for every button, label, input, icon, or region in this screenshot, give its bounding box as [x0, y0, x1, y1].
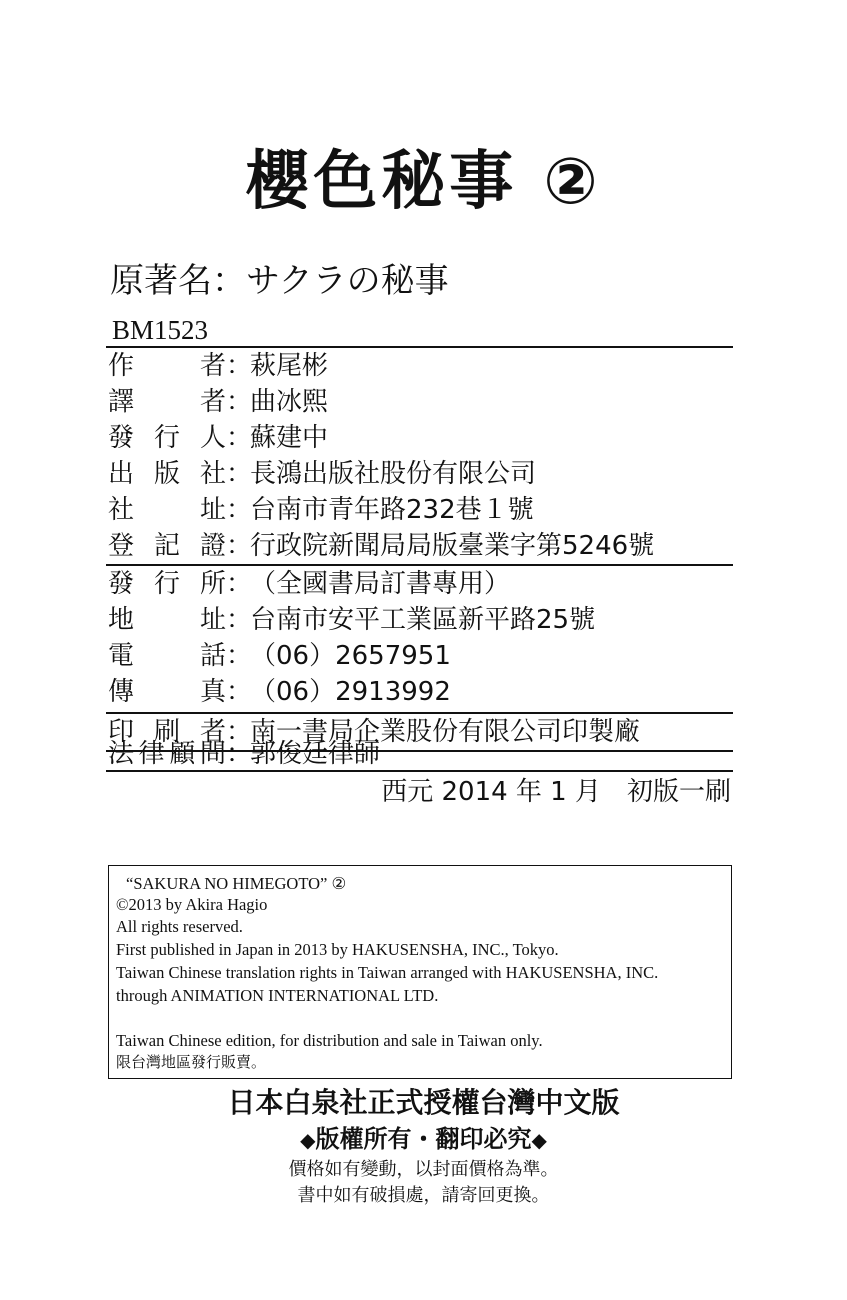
colon: ：: [226, 569, 253, 599]
copyright-line: All rights reserved.: [116, 917, 243, 936]
credit-row-distributor: [108, 566, 510, 602]
colon: ：: [226, 495, 253, 525]
book-code: BM1523: [112, 315, 209, 345]
credit-label: 社址: [108, 495, 226, 525]
credit-row-publisher-person: [108, 420, 328, 456]
colon: ：: [226, 531, 253, 561]
credit-row-publisher: [108, 456, 536, 492]
copyright-line: through ANIMATION INTERNATIONAL LTD.: [116, 986, 439, 1005]
authorized-edition: 日本白泉社正式授權台灣中文版: [227, 1086, 620, 1119]
copyright-line: Taiwan Chinese edition, for distribution and sale in Taiwan only.: [116, 1031, 543, 1050]
credit-value: （06）2913992: [250, 677, 451, 707]
rights-text: 版權所有・翻印必究: [315, 1125, 532, 1153]
copyright-line: 限台灣地區發行販賣。: [116, 1053, 267, 1071]
colon: ：: [226, 677, 253, 707]
credit-row-registration: [108, 528, 654, 564]
credit-value: （全國書局訂書專用）: [250, 569, 511, 599]
edition-date: 西元 2014 年 1 月 初版一刷: [381, 777, 731, 807]
rights-reserved: [0, 1123, 847, 1156]
credit-label: 譯者: [108, 387, 226, 417]
copyright-line: First published in Japan in 2013 by HAKUSENSHA, INC., Tokyo.: [116, 940, 559, 959]
credit-value: 台南市安平工業區新平路25號: [250, 605, 596, 635]
credit-label: 作者: [108, 351, 226, 381]
credit-label: 出版社: [108, 459, 226, 489]
diamond-icon: ◆: [300, 1128, 316, 1152]
credit-row-translator: [108, 384, 328, 420]
credit-label: 法律顧問: [108, 739, 226, 769]
copyright-line: ©2013 by Akira Hagio: [116, 895, 268, 914]
diamond-icon: ◆: [531, 1128, 547, 1152]
colon: ：: [226, 459, 253, 489]
credit-row-author: [108, 348, 328, 384]
price-note: 價格如有變動，以封面價格為準。: [288, 1159, 559, 1180]
credit-value: 行政院新聞局局版臺業字第5246號: [250, 531, 655, 561]
credit-label: 登記證: [108, 531, 226, 561]
copyright-line: Taiwan Chinese translation rights in Taiwan arranged with HAKUSENSHA, INC.: [116, 963, 659, 982]
colon: ：: [226, 641, 253, 671]
credit-value: 郭俊廷律師: [250, 739, 381, 769]
colon: ：: [226, 717, 253, 747]
credit-value: 萩尾彬: [250, 351, 329, 381]
credit-label: 印刷者: [108, 717, 226, 747]
colon: ：: [226, 387, 253, 417]
colon: ：: [226, 739, 253, 769]
credit-label: 發行所: [108, 569, 226, 599]
credit-value: 蘇建中: [250, 423, 329, 453]
credit-value: 台南市青年路232巷１號: [250, 495, 534, 525]
colon: ：: [226, 351, 253, 381]
book-title: 櫻色秘事 ②: [245, 145, 602, 219]
credit-row-distributor-address: [108, 602, 595, 638]
credit-label: 發行人: [108, 423, 226, 453]
colon: ：: [226, 605, 253, 635]
credit-value: 曲冰熙: [250, 387, 329, 417]
credit-row-fax: [108, 674, 451, 710]
credit-value: （06）2657951: [250, 641, 451, 671]
original-title: 原著名：サクラの秘事: [110, 261, 449, 301]
copyright-line: “SAKURA NO HIMEGOTO” ②: [126, 874, 347, 893]
credit-label: 傳真: [108, 677, 226, 707]
credit-label: 電話: [108, 641, 226, 671]
credit-row-address: [108, 492, 534, 528]
colon: ：: [226, 423, 253, 453]
credit-value: 長鴻出版社股份有限公司: [250, 459, 537, 489]
divider: [106, 770, 733, 772]
credit-label: 地址: [108, 605, 226, 635]
damage-note: 書中如有破損處，請寄回更換。: [297, 1185, 550, 1206]
credit-row-phone: [108, 638, 451, 674]
credit-value: 南一書局企業股份有限公司印製廠: [250, 717, 641, 747]
credit-row-legal: [108, 736, 380, 772]
